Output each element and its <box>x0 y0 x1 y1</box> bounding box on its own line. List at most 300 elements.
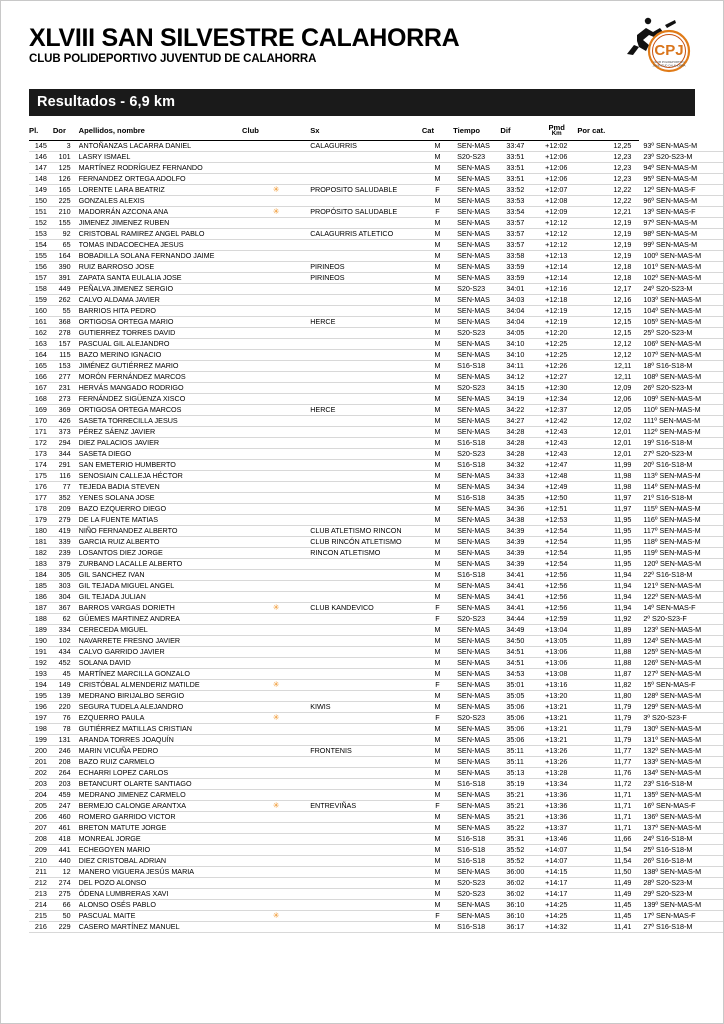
cell-club <box>310 845 422 856</box>
female-marker-icon <box>242 361 310 372</box>
cell-diff: +12:42 <box>536 416 577 427</box>
cell-bib: 352 <box>53 493 79 504</box>
cell-club <box>310 581 422 592</box>
cell-club: CALAGURRIS ATLETICO <box>310 229 422 240</box>
cell-name: ARANDA TORRES JOAQUÍN <box>79 735 242 746</box>
table-row <box>29 273 723 284</box>
cell-category: S20-S23 <box>453 878 500 889</box>
cell-name: ROMERO GARRIDO VICTOR <box>79 812 242 823</box>
cell-category: SEN-MAS <box>453 262 500 273</box>
cell-cat-rank: 105º SEN-MAS-M <box>639 317 723 328</box>
cell-club: CALAGURRIS <box>310 141 422 152</box>
cell-cat-rank: 139º SEN-MAS-M <box>639 900 723 911</box>
cell-bib: 231 <box>53 383 79 394</box>
cell-position: 180 <box>29 526 53 537</box>
cell-position: 189 <box>29 625 53 636</box>
cell-sex: M <box>422 537 453 548</box>
cell-club <box>310 790 422 801</box>
cell-name: MARTÍNEZ MARCILLA GONZALO <box>79 669 242 680</box>
cell-club <box>310 339 422 350</box>
cell-club: RINCON ATLETISMO <box>310 548 422 559</box>
cell-position: 191 <box>29 647 53 658</box>
cell-sex: M <box>422 845 453 856</box>
cell-position: 185 <box>29 581 53 592</box>
female-marker-icon: ✳ <box>242 603 310 614</box>
cell-category: SEN-MAS <box>453 757 500 768</box>
cell-pace: 12,01 <box>577 438 639 449</box>
cell-bib: 116 <box>53 471 79 482</box>
club-logo <box>613 15 697 77</box>
table-row <box>29 603 723 614</box>
page-subtitle: CLUB POLIDEPORTIVO JUVENTUD DE CALAHORRA <box>29 53 317 66</box>
cell-time: 35:05 <box>500 691 536 702</box>
cell-bib: 125 <box>53 163 79 174</box>
cell-position: 207 <box>29 823 53 834</box>
cell-category: S16-S18 <box>453 834 500 845</box>
cell-name: BAZO MERINO IGNACIO <box>79 350 242 361</box>
female-marker-icon <box>242 889 310 900</box>
cell-category: SEN-MAS <box>453 416 500 427</box>
cell-time: 34:04 <box>500 317 536 328</box>
cell-time: 34:32 <box>500 460 536 471</box>
cell-time: 35:19 <box>500 779 536 790</box>
cell-pace: 12,15 <box>577 306 639 317</box>
cell-position: 196 <box>29 702 53 713</box>
cell-sex: M <box>422 823 453 834</box>
cell-diff: +12:27 <box>536 372 577 383</box>
cell-category: SEN-MAS <box>453 394 500 405</box>
cell-sex: M <box>422 218 453 229</box>
cell-position: 152 <box>29 218 53 229</box>
cell-category: SEN-MAS <box>453 669 500 680</box>
table-row <box>29 702 723 713</box>
cell-category: SEN-MAS <box>453 680 500 691</box>
cell-pace: 12,02 <box>577 416 639 427</box>
cell-category: S16-S18 <box>453 779 500 790</box>
cell-pace: 11,95 <box>577 515 639 526</box>
cell-position: 177 <box>29 493 53 504</box>
cell-club <box>310 713 422 724</box>
cell-name: SOLANA DAVID <box>79 658 242 669</box>
cell-bib: 220 <box>53 702 79 713</box>
cell-sex: M <box>422 471 453 482</box>
table-row <box>29 559 723 570</box>
table-row <box>29 845 723 856</box>
cell-cat-rank: 26º S20-S23-M <box>639 383 723 394</box>
cell-sex: M <box>422 295 453 306</box>
cell-bib: 275 <box>53 889 79 900</box>
cell-cat-rank: 25º S20-S23-M <box>639 328 723 339</box>
cell-sex: M <box>422 284 453 295</box>
cell-cat-rank: 21º S16-S18-M <box>639 493 723 504</box>
cell-club <box>310 768 422 779</box>
cell-pace: 11,79 <box>577 724 639 735</box>
cell-diff: +14:07 <box>536 856 577 867</box>
cell-diff: +13:46 <box>536 834 577 845</box>
cell-cat-rank: 121º SEN-MAS-M <box>639 581 723 592</box>
table-row <box>29 537 723 548</box>
cell-sex: M <box>422 867 453 878</box>
cell-name: PEÑALVA JIMENEZ SERGIO <box>79 284 242 295</box>
cell-name: PASCUAL GIL ALEJANDRO <box>79 339 242 350</box>
female-marker-icon <box>242 856 310 867</box>
cell-cat-rank: 14º SEN-MAS-F <box>639 603 723 614</box>
female-marker-icon <box>242 625 310 636</box>
cell-position: 170 <box>29 416 53 427</box>
female-marker-icon <box>242 372 310 383</box>
cell-bib: 339 <box>53 537 79 548</box>
cell-category: S20-S23 <box>453 328 500 339</box>
cell-diff: +12:54 <box>536 537 577 548</box>
female-marker-icon <box>242 306 310 317</box>
cell-pace: 12,16 <box>577 295 639 306</box>
cell-category: SEN-MAS <box>453 812 500 823</box>
table-row <box>29 515 723 526</box>
female-marker-icon <box>242 240 310 251</box>
cell-pace: 11,87 <box>577 669 639 680</box>
cell-name: ZURBANO LACALLE ALBERTO <box>79 559 242 570</box>
cell-cat-rank: 93º SEN-MAS-M <box>639 141 723 152</box>
table-row <box>29 713 723 724</box>
cell-category: SEN-MAS <box>453 141 500 152</box>
cell-pace: 12,11 <box>577 372 639 383</box>
cell-category: S20-S23 <box>453 889 500 900</box>
female-marker-icon <box>242 460 310 471</box>
column-header-dor: Dor <box>53 124 79 141</box>
cell-name: RUIZ BARROSO JOSE <box>79 262 242 273</box>
cell-pace: 12,22 <box>577 196 639 207</box>
cell-sex: M <box>422 790 453 801</box>
cell-position: 183 <box>29 559 53 570</box>
table-row <box>29 911 723 922</box>
cell-position: 161 <box>29 317 53 328</box>
cell-sex: M <box>422 196 453 207</box>
table-row <box>29 317 723 328</box>
cell-time: 35:01 <box>500 680 536 691</box>
cell-position: 168 <box>29 394 53 405</box>
cell-cat-rank: 107º SEN-MAS-M <box>639 350 723 361</box>
cell-position: 179 <box>29 515 53 526</box>
cell-time: 33:52 <box>500 185 536 196</box>
cell-position: 150 <box>29 196 53 207</box>
table-row <box>29 768 723 779</box>
female-marker-icon: ✳ <box>242 801 310 812</box>
cell-time: 35:11 <box>500 757 536 768</box>
cell-position: 210 <box>29 856 53 867</box>
cell-diff: +13:05 <box>536 636 577 647</box>
cell-position: 181 <box>29 537 53 548</box>
cell-sex: M <box>422 856 453 867</box>
cell-category: SEN-MAS <box>453 427 500 438</box>
cell-category: S16-S18 <box>453 493 500 504</box>
cell-cat-rank: 23º S16-S18-M <box>639 779 723 790</box>
cell-position: 145 <box>29 141 53 152</box>
svg-text:CLUB POLIDEPORTIVO: CLUB POLIDEPORTIVO <box>653 60 685 64</box>
cell-bib: 165 <box>53 185 79 196</box>
cell-position: 175 <box>29 471 53 482</box>
cell-club <box>310 284 422 295</box>
table-row <box>29 471 723 482</box>
cell-diff: +13:36 <box>536 812 577 823</box>
cell-time: 33:47 <box>500 141 536 152</box>
cell-cat-rank: 26º S16-S18-M <box>639 856 723 867</box>
table-row <box>29 229 723 240</box>
cell-category: SEN-MAS <box>453 636 500 647</box>
cell-bib: 50 <box>53 911 79 922</box>
cell-club <box>310 471 422 482</box>
table-row <box>29 449 723 460</box>
cell-category: SEN-MAS <box>453 592 500 603</box>
cell-pace: 11,71 <box>577 790 639 801</box>
cell-club <box>310 240 422 251</box>
female-marker-icon <box>242 537 310 548</box>
cell-club: CLUB KANDEVICO <box>310 603 422 614</box>
cell-time: 34:12 <box>500 372 536 383</box>
cell-pace: 12,11 <box>577 361 639 372</box>
cell-diff: +12:25 <box>536 339 577 350</box>
cell-position: 215 <box>29 911 53 922</box>
cell-cat-rank: 95º SEN-MAS-M <box>639 174 723 185</box>
cell-time: 34:41 <box>500 603 536 614</box>
cell-position: 206 <box>29 812 53 823</box>
cell-sex: M <box>422 757 453 768</box>
cell-category: SEN-MAS <box>453 207 500 218</box>
cell-club: FRONTENIS <box>310 746 422 757</box>
cell-name: EZQUERRO PAULA <box>79 713 242 724</box>
cell-position: 213 <box>29 889 53 900</box>
cell-category: SEN-MAS <box>453 746 500 757</box>
cell-name: SAN EMETERIO HUMBERTO <box>79 460 242 471</box>
cell-pace: 11,77 <box>577 746 639 757</box>
table-row <box>29 625 723 636</box>
cell-name: GIL SANCHEZ IVAN <box>79 570 242 581</box>
female-marker-icon <box>242 724 310 735</box>
cell-cat-rank: 17º SEN-MAS-F <box>639 911 723 922</box>
cell-time: 34:38 <box>500 515 536 526</box>
results-table <box>29 124 723 933</box>
cell-pace: 12,19 <box>577 240 639 251</box>
cell-position: 159 <box>29 295 53 306</box>
cell-cat-rank: 23º S20-S23-M <box>639 152 723 163</box>
cell-diff: +13:20 <box>536 691 577 702</box>
cell-cat-rank: 29º S20-S23-M <box>639 889 723 900</box>
cell-time: 33:51 <box>500 152 536 163</box>
cell-time: 34:03 <box>500 295 536 306</box>
cell-pace: 11,41 <box>577 922 639 933</box>
cell-cat-rank: 118º SEN-MAS-M <box>639 537 723 548</box>
cell-position: 167 <box>29 383 53 394</box>
cell-diff: +13:16 <box>536 680 577 691</box>
female-marker-icon <box>242 350 310 361</box>
table-row <box>29 372 723 383</box>
table-row <box>29 427 723 438</box>
cell-diff: +12:54 <box>536 559 577 570</box>
title-block <box>17 15 459 65</box>
cell-club <box>310 856 422 867</box>
cell-club <box>310 361 422 372</box>
cell-pace: 11,98 <box>577 471 639 482</box>
cell-bib: 149 <box>53 680 79 691</box>
cell-diff: +12:37 <box>536 405 577 416</box>
cell-diff: +12:30 <box>536 383 577 394</box>
cell-time: 36:02 <box>500 878 536 889</box>
cell-bib: 246 <box>53 746 79 757</box>
cell-position: 182 <box>29 548 53 559</box>
cell-cat-rank: 102º SEN-MAS-M <box>639 273 723 284</box>
cell-club <box>310 460 422 471</box>
cell-diff: +12:26 <box>536 361 577 372</box>
cell-bib: 334 <box>53 625 79 636</box>
cell-sex: M <box>422 548 453 559</box>
cell-category: S20-S23 <box>453 152 500 163</box>
cell-name: CASERO MARTÍNEZ MANUEL <box>79 922 242 933</box>
cell-club <box>310 493 422 504</box>
cell-bib: 115 <box>53 350 79 361</box>
column-header-pmd-bottom: Km <box>551 130 562 138</box>
cell-pace: 12,25 <box>577 141 639 152</box>
female-marker-icon <box>242 427 310 438</box>
cell-time: 33:54 <box>500 207 536 218</box>
female-marker-icon <box>242 790 310 801</box>
cell-bib: 304 <box>53 592 79 603</box>
cell-diff: +12:14 <box>536 262 577 273</box>
cell-diff: +12:56 <box>536 570 577 581</box>
cell-name: DIEZ PALACIOS JAVIER <box>79 438 242 449</box>
cell-club: CLUB ATLETISMO RINCON <box>310 526 422 537</box>
cell-category: SEN-MAS <box>453 372 500 383</box>
cell-bib: 274 <box>53 878 79 889</box>
table-row <box>29 460 723 471</box>
cell-bib: 101 <box>53 152 79 163</box>
cell-pace: 11,94 <box>577 603 639 614</box>
cell-time: 36:10 <box>500 911 536 922</box>
cell-bib: 65 <box>53 240 79 251</box>
female-marker-icon <box>242 229 310 240</box>
table-row <box>29 438 723 449</box>
cell-club <box>310 625 422 636</box>
cell-time: 34:53 <box>500 669 536 680</box>
cell-sex: M <box>422 262 453 273</box>
cell-cat-rank: 110º SEN-MAS-M <box>639 405 723 416</box>
cell-sex: M <box>422 416 453 427</box>
cell-pace: 12,19 <box>577 229 639 240</box>
cell-time: 34:51 <box>500 647 536 658</box>
table-row <box>29 482 723 493</box>
table-row <box>29 669 723 680</box>
female-marker-icon <box>242 251 310 262</box>
cell-time: 34:05 <box>500 328 536 339</box>
female-marker-icon <box>242 273 310 284</box>
cell-club <box>310 834 422 845</box>
cell-position: 198 <box>29 724 53 735</box>
cell-time: 34:19 <box>500 394 536 405</box>
cell-club <box>310 757 422 768</box>
cell-club <box>310 306 422 317</box>
cell-name: MEDRANO BIRIJALBO SERGIO <box>79 691 242 702</box>
cell-sex: M <box>422 163 453 174</box>
table-row <box>29 647 723 658</box>
cell-category: S20-S23 <box>453 713 500 724</box>
cell-club <box>310 416 422 427</box>
cell-cat-rank: 124º SEN-MAS-M <box>639 636 723 647</box>
cell-diff: +13:37 <box>536 823 577 834</box>
cell-category: SEN-MAS <box>453 482 500 493</box>
cell-cat-rank: 108º SEN-MAS-M <box>639 372 723 383</box>
cell-name: MONREAL JORGE <box>79 834 242 845</box>
cell-pace: 12,21 <box>577 207 639 218</box>
cell-time: 33:53 <box>500 196 536 207</box>
cell-category: S20-S23 <box>453 614 500 625</box>
column-header-pl: Pl. <box>29 124 53 141</box>
cell-diff: +12:20 <box>536 328 577 339</box>
cell-time: 34:10 <box>500 350 536 361</box>
cell-diff: +12:16 <box>536 284 577 295</box>
cell-bib: 440 <box>53 856 79 867</box>
cell-diff: +12:34 <box>536 394 577 405</box>
cell-pace: 12,06 <box>577 394 639 405</box>
cell-name: LOSANTOS DIEZ JORGE <box>79 548 242 559</box>
cell-sex: M <box>422 141 453 152</box>
cell-position: 156 <box>29 262 53 273</box>
female-marker-icon <box>242 768 310 779</box>
cell-name: GIL TEJADA JULIAN <box>79 592 242 603</box>
table-row <box>29 207 723 218</box>
cell-cat-rank: 115º SEN-MAS-M <box>639 504 723 515</box>
cell-diff: +13:21 <box>536 713 577 724</box>
cell-time: 34:41 <box>500 592 536 603</box>
cell-pace: 12,15 <box>577 328 639 339</box>
cell-pace: 11,94 <box>577 570 639 581</box>
table-row <box>29 383 723 394</box>
cell-sex: M <box>422 878 453 889</box>
female-marker-icon <box>242 196 310 207</box>
cell-club <box>310 691 422 702</box>
cell-sex: M <box>422 251 453 262</box>
cell-sex: F <box>422 713 453 724</box>
cell-time: 35:21 <box>500 801 536 812</box>
cell-pace: 11,71 <box>577 812 639 823</box>
female-marker-icon <box>242 900 310 911</box>
cell-position: 214 <box>29 900 53 911</box>
cell-bib: 210 <box>53 207 79 218</box>
cell-position: 186 <box>29 592 53 603</box>
cell-pace: 11,80 <box>577 691 639 702</box>
cell-sex: M <box>422 317 453 328</box>
table-row <box>29 416 723 427</box>
cell-time: 35:31 <box>500 834 536 845</box>
cell-club <box>310 394 422 405</box>
cell-bib: 291 <box>53 460 79 471</box>
cell-category: SEN-MAS <box>453 691 500 702</box>
cell-pace: 12,12 <box>577 339 639 350</box>
table-row <box>29 680 723 691</box>
cell-club <box>310 218 422 229</box>
cell-club <box>310 779 422 790</box>
female-marker-icon <box>242 636 310 647</box>
cell-time: 33:58 <box>500 251 536 262</box>
cell-cat-rank: 28º S20-S23-M <box>639 878 723 889</box>
cell-name: ANTOÑANZAS LACARRA DANIEL <box>79 141 242 152</box>
female-marker-icon: ✳ <box>242 713 310 724</box>
female-marker-icon <box>242 702 310 713</box>
cell-club: PROPOSITO SALUDABLE <box>310 185 422 196</box>
cell-diff: +12:56 <box>536 603 577 614</box>
cell-pace: 11,79 <box>577 735 639 746</box>
cell-name: DE LA FUENTE MATIAS <box>79 515 242 526</box>
cell-name: ORTIGOSA ORTEGA MARCOS <box>79 405 242 416</box>
cell-bib: 277 <box>53 372 79 383</box>
cell-category: SEN-MAS <box>453 900 500 911</box>
